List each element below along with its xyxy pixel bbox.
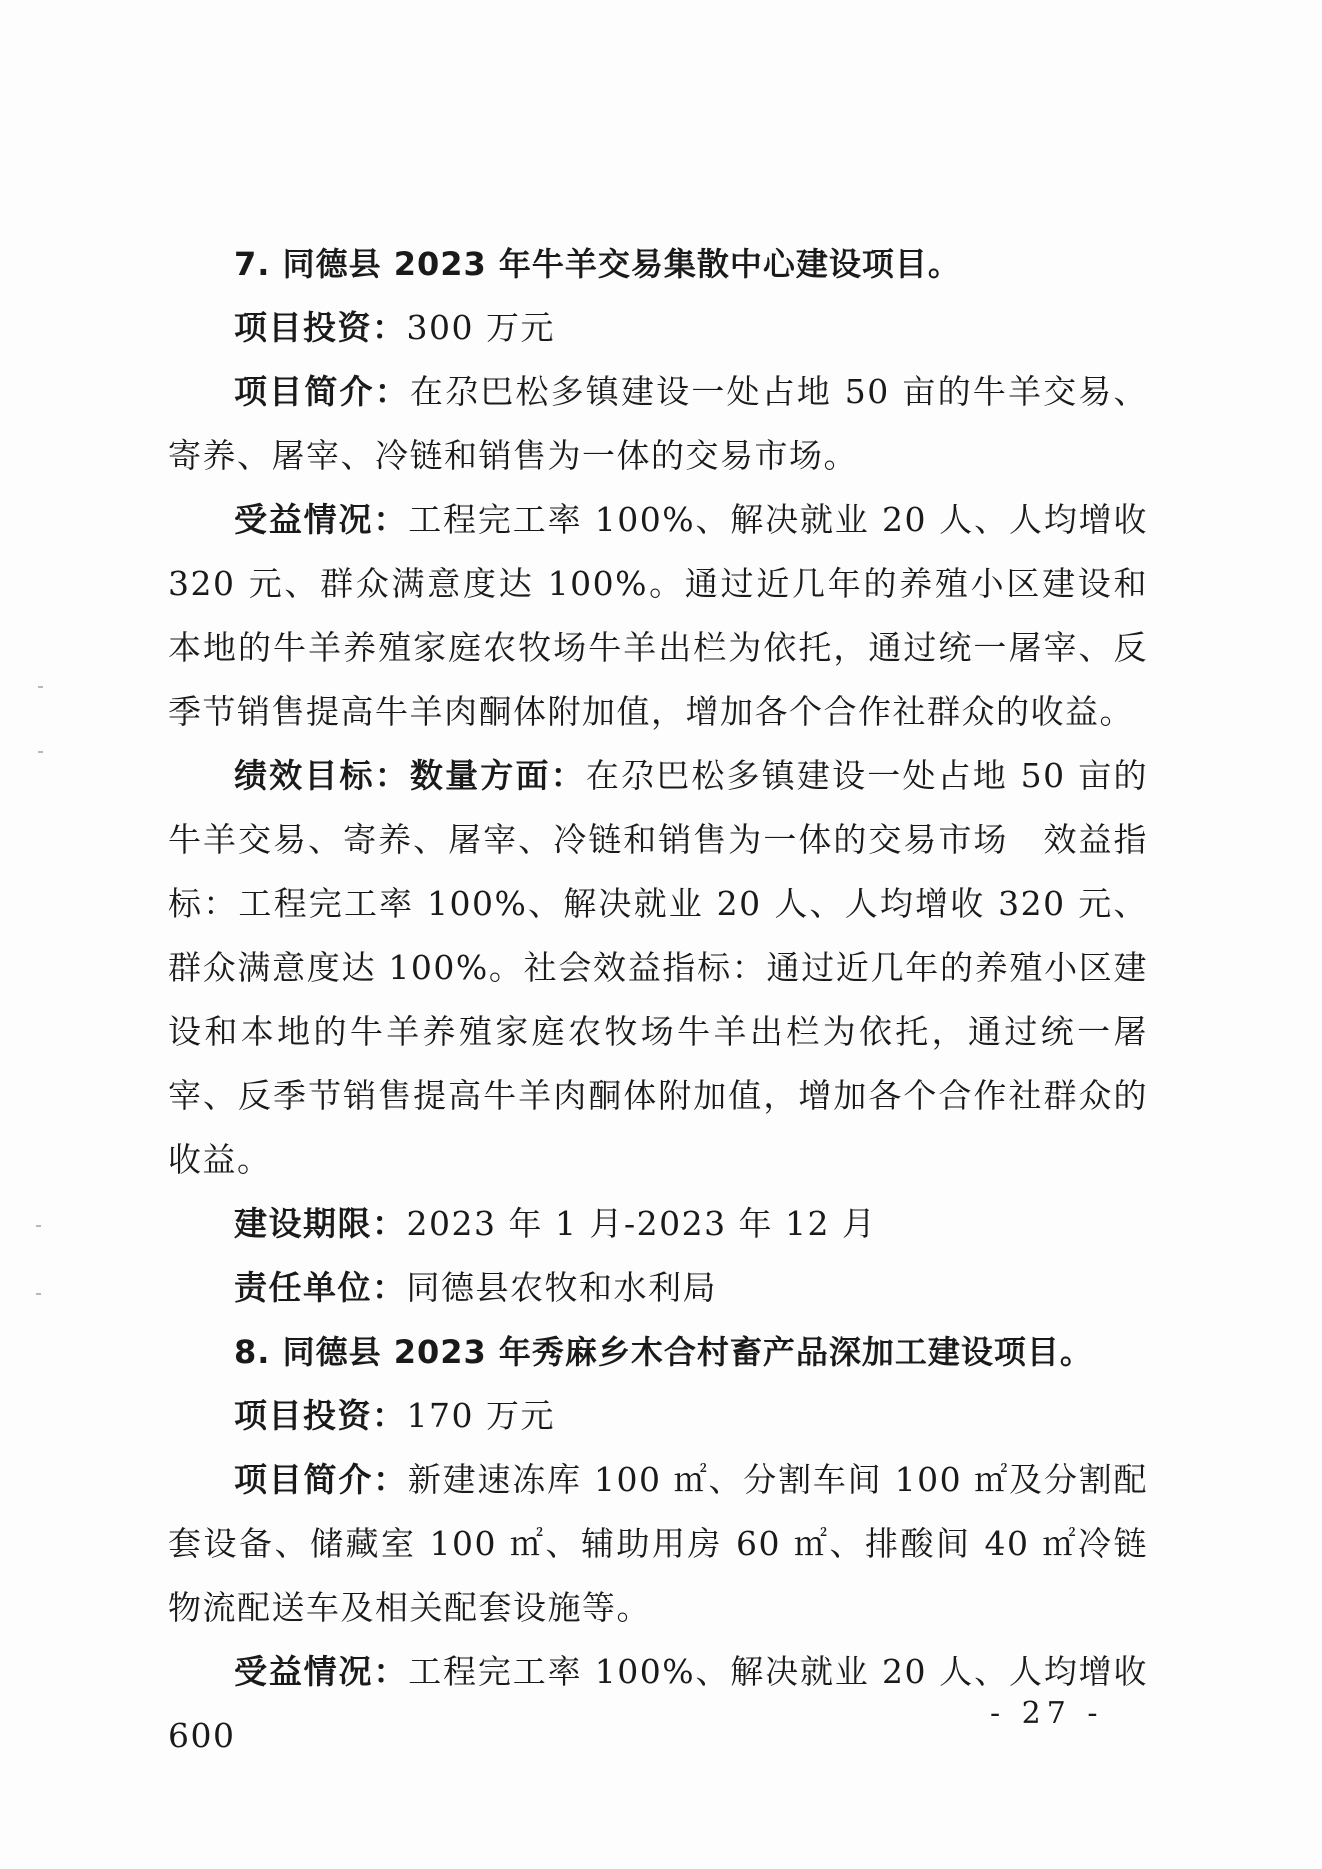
project-8-investment bbox=[168, 1384, 1148, 1448]
project-7-period bbox=[168, 1192, 1148, 1256]
benefit-text: 工程完工率 100%、解决就业 20 人、人均增收 320 元、群众满意度达 100%。通过近几年的养殖小区建设和本地的牛羊养殖家庭农牧场牛羊出栏为依托，通过统一屠宰、反季节销售提高牛羊肉酮体附加值，增加各个合作社群众的收益。 bbox=[168, 500, 1149, 731]
period-value: 2023 年 1 月-2023 年 12 月 bbox=[406, 1204, 877, 1243]
unit-value: 同德县农牧和水利局 bbox=[406, 1268, 717, 1307]
investment-value: 300 万元 bbox=[406, 308, 555, 347]
project-7-title: 7. 同德县 2023 年牛羊交易集散中心建设项目。 bbox=[234, 245, 961, 283]
scan-speck bbox=[36, 1293, 41, 1295]
unit-label: 责任单位： bbox=[234, 1268, 407, 1307]
project-7-goal bbox=[168, 744, 1148, 1192]
scan-speck bbox=[38, 686, 43, 688]
project-8-intro bbox=[168, 1448, 1148, 1640]
intro-label: 项目简介： bbox=[234, 1460, 408, 1499]
project-7-intro bbox=[168, 360, 1148, 488]
document-body bbox=[168, 232, 1148, 1768]
goal-sublabel: 数量方面： bbox=[409, 756, 586, 795]
benefit-label: 受益情况： bbox=[234, 500, 409, 539]
benefit-text: 工程完工率 100%、解决就业 20 人、人均增收 600 bbox=[168, 1652, 1149, 1755]
scan-speck bbox=[36, 1225, 41, 1227]
intro-text: 新建速冻库 100 ㎡、分割车间 100 ㎡及分割配套设备、储藏室 100 ㎡、辅助用房 60 ㎡、排酸间 40 ㎡冷链物流配送车及相关配套设施等。 bbox=[168, 1460, 1149, 1627]
project-8-title: 8. 同德县 2023 年秀麻乡木合村畜产品深加工建设项目。 bbox=[234, 1333, 1093, 1371]
page-number: - 27 - bbox=[990, 1696, 1104, 1731]
intro-text: 在尕巴松多镇建设一处占地 50 亩的牛羊交易、寄养、屠宰、冷链和销售为一体的交易市场。 bbox=[168, 372, 1148, 475]
scan-speck bbox=[38, 751, 43, 753]
period-label: 建设期限： bbox=[234, 1204, 407, 1243]
investment-label: 项目投资： bbox=[234, 308, 407, 347]
benefit-label: 受益情况： bbox=[234, 1652, 409, 1691]
project-7-benefit bbox=[168, 488, 1148, 744]
intro-label: 项目简介： bbox=[234, 372, 410, 411]
project-7-investment bbox=[168, 296, 1148, 360]
goal-label: 绩效目标： bbox=[234, 756, 410, 795]
goal-text: 在尕巴松多镇建设一处占地 50 亩的牛羊交易、寄养、屠宰、冷链和销售为一体的交易市场 效益指标：工程完工率 100%、解决就业 20 人、人均增收 320 元、群众满意度达 100%。社会效益指标：通过近几年的养殖小区建设和本地的牛羊养殖家庭农牧场牛羊出栏为依托，通过统一屠宰、反季节销售提高牛羊肉酮体附加值，增加各个合作社群众的收益。 bbox=[168, 756, 1148, 1179]
investment-label: 项目投资： bbox=[234, 1396, 407, 1435]
investment-value: 170 万元 bbox=[406, 1396, 555, 1435]
project-7-unit bbox=[168, 1256, 1148, 1320]
